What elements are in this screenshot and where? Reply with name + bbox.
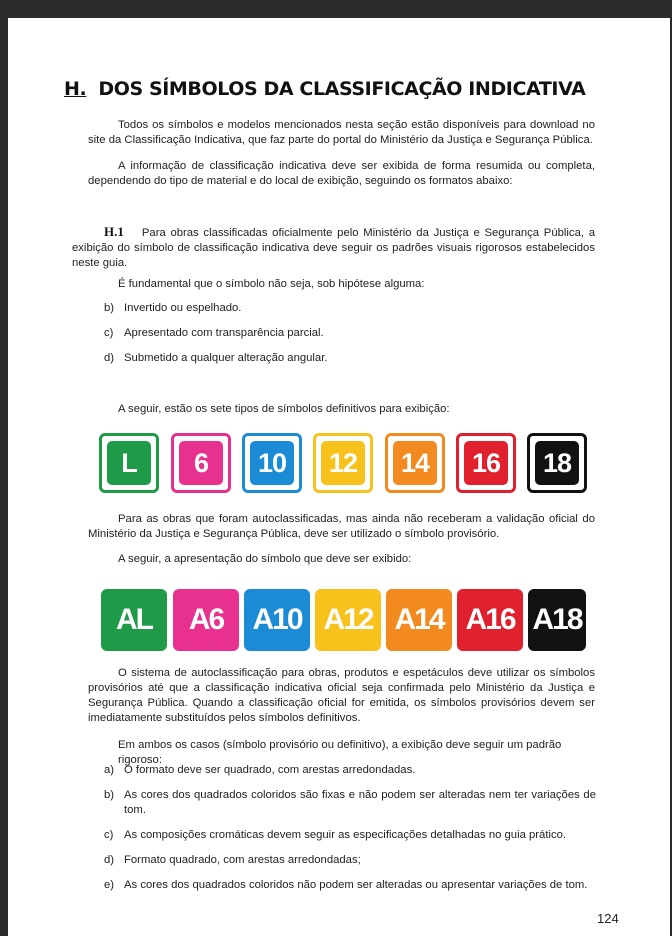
subsection-text: Para obras classificadas oficialmente pelo Ministério da Justiça e Segurança Pública, a exibição do símbolo de classificação indicativa deve seguir os padrões visuais rigorosos estabelecidos neste guia. <box>72 227 595 269</box>
page-number: 124 <box>597 911 619 926</box>
section-heading <box>64 78 585 100</box>
section-title: DOS SÍMBOLOS DA CLASSIFICAÇÃO INDICATIVA <box>98 78 586 100</box>
rating-a18-icon: A18 <box>528 589 586 651</box>
rating-al-icon: AL <box>101 589 167 651</box>
rating-a14-icon: A14 <box>386 589 452 651</box>
system-paragraph: O sistema de autoclassificação para obras, produtos e espetáculos deve utilizar os símbolos provisórios até que a classificação indicativa oficial seja confirmada pelo Ministério da Justiça e Segurança Pública. Quando a classificação oficial for emitida, os símbolos provisórios devem ser imediatamente substituídos pelos símbolos definitivos. <box>88 667 595 724</box>
section-letter: H. <box>64 78 87 100</box>
rating-10-icon: 10 <box>242 433 302 493</box>
rule-item: e) As cores dos quadrados coloridos não podem ser alteradas ou apresentar variações de tom. <box>104 879 588 891</box>
intro-paragraph-1: Todos os símbolos e modelos mencionados nesta seção estão disponíveis para download no site da Classificação Indicativa, que faz parte do portal do Ministério da Justiça e Segurança Pública. <box>88 119 595 146</box>
subsection-h1 <box>72 224 595 271</box>
fundamental-paragraph: É fundamental que o símbolo não seja, sob hipótese alguma: <box>118 278 425 290</box>
rating-6-icon: 6 <box>171 433 231 493</box>
rule-item: b) As cores dos quadrados coloridos são fixas e não podem ser alteradas nem ter variações de tom. <box>104 789 596 816</box>
prohibited-item: c) Apresentado com transparência parcial. <box>104 327 324 339</box>
rating-l-icon: L <box>99 433 159 493</box>
rating-a10-icon: A10 <box>244 589 310 651</box>
prohibited-item: d) Submetido a qualquer alteração angular. <box>104 352 328 364</box>
autoclass-paragraph: Para as obras que foram autoclassificadas, mas ainda não receberam a validação oficial do Ministério da Justiça e Segurança Pública, deve ser utilizado o símbolo provisório. <box>88 513 595 540</box>
rating-14-icon: 14 <box>385 433 445 493</box>
rating-a16-icon: A16 <box>457 589 523 651</box>
rating-a6-icon: A6 <box>173 589 239 651</box>
subsection-number: H.1 <box>104 224 124 239</box>
rule-item: d) Formato quadrado, com arestas arredondadas; <box>104 854 361 866</box>
rating-12-icon: 12 <box>313 433 373 493</box>
rule-item: c) As composições cromáticas devem seguir as especificações detalhadas no guia prático. <box>104 829 567 841</box>
rating-a12-icon: A12 <box>315 589 381 651</box>
rating-18-icon: 18 <box>527 433 587 493</box>
both-cases-paragraph: Em ambos os casos (símbolo provisório ou definitivo), a exibição deve seguir um padrão rigoroso: <box>118 739 562 766</box>
prohibited-item: b) Invertido ou espelhado. <box>104 302 242 314</box>
intro-paragraph-2: A informação de classificação indicativa deve ser exibida de forma resumida ou completa, dependendo do tipo de material e do local de exibição, seguindo os formatos abaixo: <box>88 160 595 187</box>
provisional-intro-paragraph: A seguir, a apresentação do símbolo que deve ser exibido: <box>118 553 412 565</box>
rule-item: a) O formato deve ser quadrado, com arestas arredondadas. <box>104 764 416 776</box>
rating-16-icon: 16 <box>456 433 516 493</box>
seven-types-paragraph: A seguir, estão os sete tipos de símbolos definitivos para exibição: <box>118 403 450 415</box>
